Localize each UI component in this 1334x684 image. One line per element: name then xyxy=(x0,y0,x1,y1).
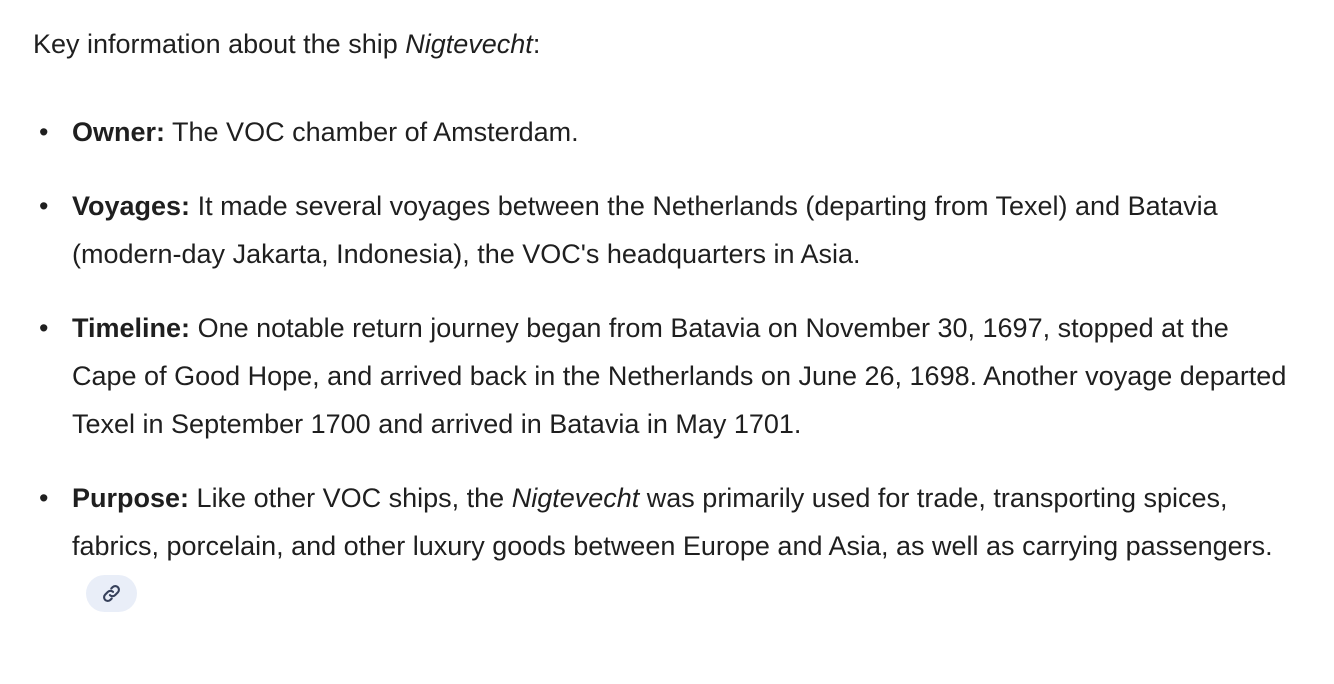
bullet-text: Like other VOC ships, the xyxy=(196,483,512,513)
intro-suffix: : xyxy=(532,29,541,59)
ship-name: Nigtevecht xyxy=(405,29,533,59)
list-item xyxy=(33,474,1295,618)
info-list xyxy=(33,108,1295,618)
list-item xyxy=(33,182,1295,278)
intro-line xyxy=(33,20,1293,68)
intro-prefix: Key information about the ship xyxy=(33,29,406,59)
list-item xyxy=(33,304,1295,448)
link-icon xyxy=(101,583,122,604)
ship-name: Nigtevecht xyxy=(511,483,640,513)
bullet-label: Owner: xyxy=(72,117,166,147)
bullet-text: One notable return journey began from Batavia on November 30, 1697, stopped at the Cape of Good Hope, and arrived back in the Netherlands on June 26, 1698. Another voyage departed Texel in September 1700 and arrived in Batavia in May 1701. xyxy=(72,313,1287,439)
citation-link-chip[interactable] xyxy=(86,575,137,612)
bullet-label: Purpose: xyxy=(72,483,190,513)
bullet-label: Voyages: xyxy=(72,191,191,221)
list-item xyxy=(33,108,1295,156)
bullet-text: was primarily used for trade, transporting spices, fabrics, porcelain, and other luxury goods between Europe and Asia, as well as carrying passengers. xyxy=(72,483,1273,561)
bullet-label: Timeline: xyxy=(72,313,191,343)
bullet-text: The VOC chamber of Amsterdam. xyxy=(172,117,579,147)
bullet-text: It made several voyages between the Netherlands (departing from Texel) and Batavia (modern-day Jakarta, Indonesia), the VOC's headquarters in Asia. xyxy=(72,191,1218,269)
